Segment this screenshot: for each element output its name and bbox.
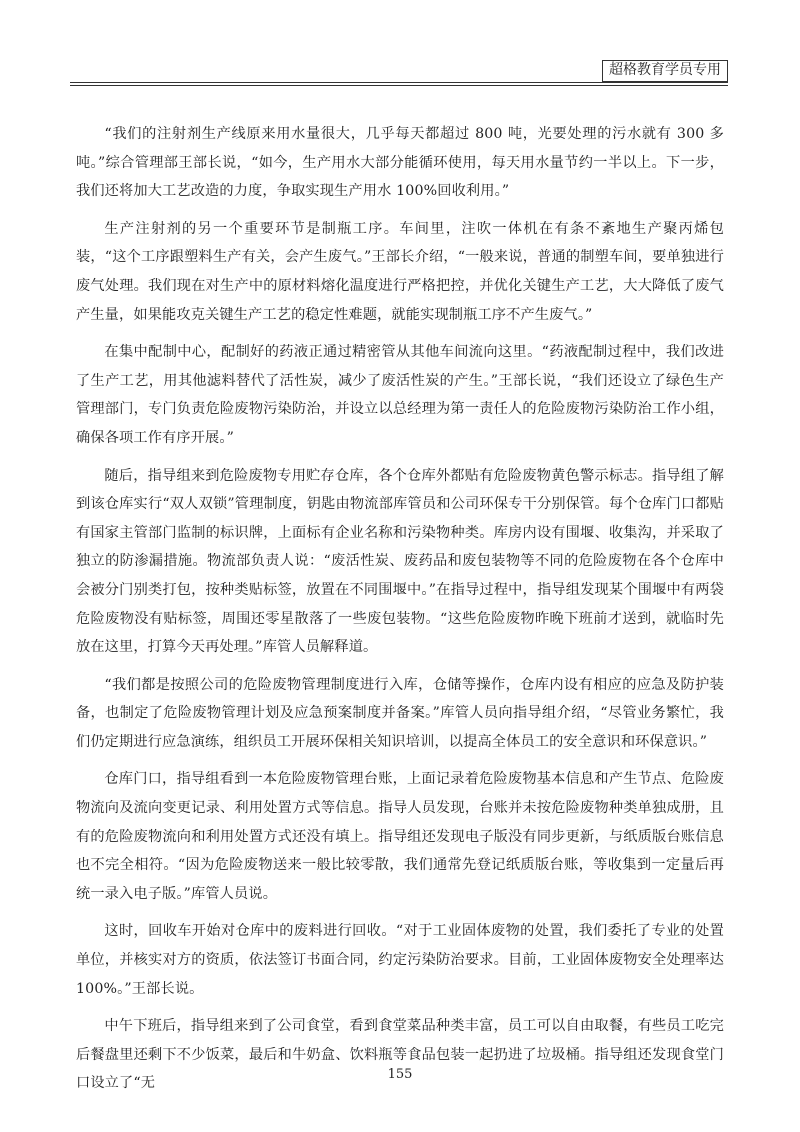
paragraph-8: 中午下班后，指导组来到了公司食堂，看到食堂菜品种类丰富，员工可以自由取餐，有些员工吃完后餐盘里还剩下不少饭菜，最后和牛奶盒、饮料瓶等食品包装一起扔进了垃圾桶。指导组还发现食堂门口设立了“无 — [76, 1018, 724, 1092]
paragraph-1: “我们的注射剂生产线原来用水量很大，几乎每天都超过 800 吨，光要处理的污水就有 300 多吨。”综合管理部王部长说，“如今，生产用水大部分能循环使用，每天用水量节约一半以上。下一步，我们还将加大工艺改造的力度，争取实现生产用水 100%回收利用。” — [76, 126, 724, 200]
paragraph-6: 仓库门口，指导组看到一本危险废物管理台账，上面记录着危险废物基本信息和产生节点、危险废物流向及流向变更记录、利用处置方式等信息。指导人员发现，台账并未按危险废物种类单独成册，且有的危险废物流向和利用处置方式还没有填上。指导组还发现电子版没有同步更新，与纸质版台账信息也不完全相符。“因为危险废物送来一般比较零散，我们通常先登记纸质版台账，等收集到一定量后再统一录入电子版。”库管人员说。 — [76, 771, 724, 902]
paragraph-7: 这时，回收车开始对仓库中的废料进行回收。“对于工业固体废物的处置，我们委托了专业的处置单位，并核实对方的资质，依法签订书面合同，约定污染防治要求。目前，工业固体废物安全处理率达 100%。”王部长说。 — [76, 923, 724, 997]
document-body — [76, 120, 724, 1107]
paragraph-4: 随后，指导组来到危险废物专用贮存仓库，各个仓库外都贴有危险废物黄色警示标志。指导组了解到该仓库实行“双人双锁”管理制度，钥匙由物流部库管员和公司环保专干分别保管。每个仓库门口都贴有国家主管部门监制的标识牌，上面标有企业名称和污染物种类。库房内设有围堰、收集沟，并采取了独立的防渗漏措施。物流部负责人说：“废活性炭、废药品和废包装物等不同的危险废物在各个仓库中会被分门别类打包，按种类贴标签，放置在不同围堰中。”在指导过程中，指导组发现某个围堰中有两袋危险废物没有贴标签，周围还零星散落了一些废包装物。“这些危险废物昨晚下班前才送到，就临时先放在这里，打算今天再处理。”库管人员解释道。 — [76, 467, 724, 656]
header-rule-second — [70, 85, 728, 86]
header-rule — [70, 82, 728, 83]
page-number: 155 — [387, 1067, 413, 1082]
paragraph-3: 在集中配制中心，配制好的药液正通过精密管从其他车间流向这里。“药液配制过程中，我们改进了生产工艺，用其他滤料替代了活性炭，减少了废活性炭的产生。”王部长说，“我们还设立了绿色生产管理部门，专门负责危险废物污染防治，并设立以总经理为第一责任人的危险废物污染防治工作小组，确保各项工作有序开展。” — [76, 344, 724, 446]
paragraph-5: “我们都是按照公司的危险废物管理制度进行入库，仓储等操作，仓库内设有相应的应急及防护装备，也制定了危险废物管理计划及应急预案制度并备案。”库管人员向指导组介绍，“尽管业务繁忙，我们仍定期进行应急演练，组织员工开展环保相关知识培训，以提高全体员工的安全意识和环保意识。” — [76, 676, 724, 750]
header-badge: 超格教育学员专用 — [602, 60, 728, 82]
paragraph-2: 生产注射剂的另一个重要环节是制瓶工序。车间里，注吹一体机在有条不紊地生产聚丙烯包装，“这个工序跟塑料生产有关，会产生废气。”王部长介绍，“一般来说，普通的制塑车间，要单独进行废气处理。我们现在对生产中的原材料熔化温度进行严格把控，并优化关键生产工艺，大大降低了废气产生量，如果能攻克关键生产工艺的稳定性难题，就能实现制瓶工序不产生废气。” — [76, 220, 724, 323]
